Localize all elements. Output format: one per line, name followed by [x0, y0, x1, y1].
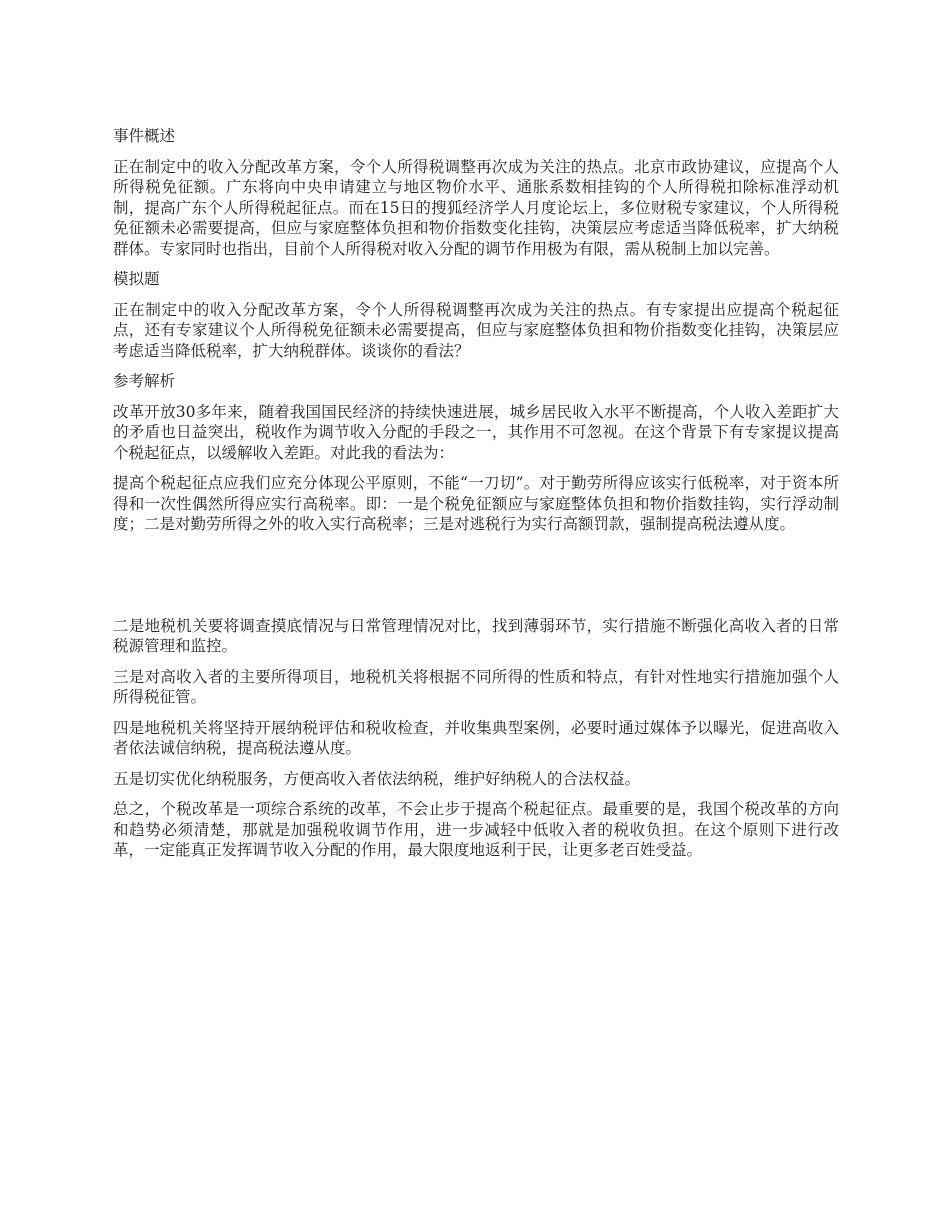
section-heading-mock-question: 模拟题 — [113, 270, 160, 288]
conclusion-paragraph: 总之，个税改革是一项综合系统的改革，不会止步于提高个税起征点。最重要的是，我国个税改革的方向和趋势必须清楚，那就是加强税收调节作用，进一步减轻中低收入者的税收负担。在这个原则下进行改革，一定能真正发挥调节收入分配的作用，最大限度地返利于民，让更多老百姓受益。 — [113, 800, 839, 859]
section-heading-analysis: 参考解析 — [113, 372, 176, 390]
analysis-paragraph: 提高个税起征点应我们应充分体现公平原则，不能“一刀切”。对于勤劳所得应该实行低税率，对于资本所得和一次性偶然所得应实行高税率。即：一是个税免征额应与家庭整体负担和物价指数挂钩，实行浮动制度；二是对勤劳所得之外的收入实行高税率；三是对逃税行为实行高额罚款，强制提高税法遵从度。 — [113, 474, 839, 533]
measure-paragraph: 三是对高收入者的主要所得项目，地税机关将根据不同所得的性质和特点，有针对性地实行措施加强个人所得税征管。 — [113, 667, 839, 706]
analysis-paragraph: 改革开放30多年来，随着我国国民经济的持续快速进展，城乡居民收入水平不断提高，个人收入差距扩大的矛盾也日益突出，税收作为调节收入分配的手段之一，其作用不可忽视。在这个背景下有专家提议提高个税起征点，以缓解收入差距。对此我的看法为： — [113, 402, 839, 462]
overview-paragraph: 正在制定中的收入分配改革方案，令个人所得税调整再次成为关注的热点。北京市政协建议，应提高个人所得税免征额。广东将向中央申请建立与地区物价水平、通胀系数相挂钩的个人所得税扣除标准浮动机制，提高广东个人所得税起征点。而在15日的搜狐经济学人月度论坛上，多位财税专家建议，个人所得税免征额未必需要提高，但应与家庭整体负担和物价指数变化挂钩，决策层应考虑适当降低税率，扩大纳税群体。专家同时也指出，目前个人所得税对收入分配的调节作用极为有限，需从税制上加以完善。 — [113, 157, 839, 258]
document-body — [113, 126, 839, 871]
measure-paragraph: 五是切实优化纳税服务，方便高收入者依法纳税，维护好纳税人的合法权益。 — [113, 769, 641, 788]
section-heading-overview: 事件概述 — [113, 127, 176, 145]
blank-spacer — [113, 545, 839, 616]
measure-paragraph: 四是地税机关将坚持开展纳税评估和税收检查，并收集典型案例，必要时通过媒体予以曝光，促进高收入者依法诚信纳税，提高税法遵从度。 — [113, 718, 839, 757]
measure-paragraph: 二是地税机关要将调查摸底情况与日常管理情况对比，找到薄弱环节，实行措施不断强化高收入者的日常税源管理和监控。 — [113, 616, 839, 655]
mock-question-paragraph: 正在制定中的收入分配改革方案，令个人所得税调整再次成为关注的热点。有专家提出应提高个税起征点，还有专家建议个人所得税免征额未必需要提高，但应与家庭整体负担和物价指数变化挂钩，决策层应考虑适当降低税率，扩大纳税群体。谈谈你的看法？ — [113, 300, 839, 360]
